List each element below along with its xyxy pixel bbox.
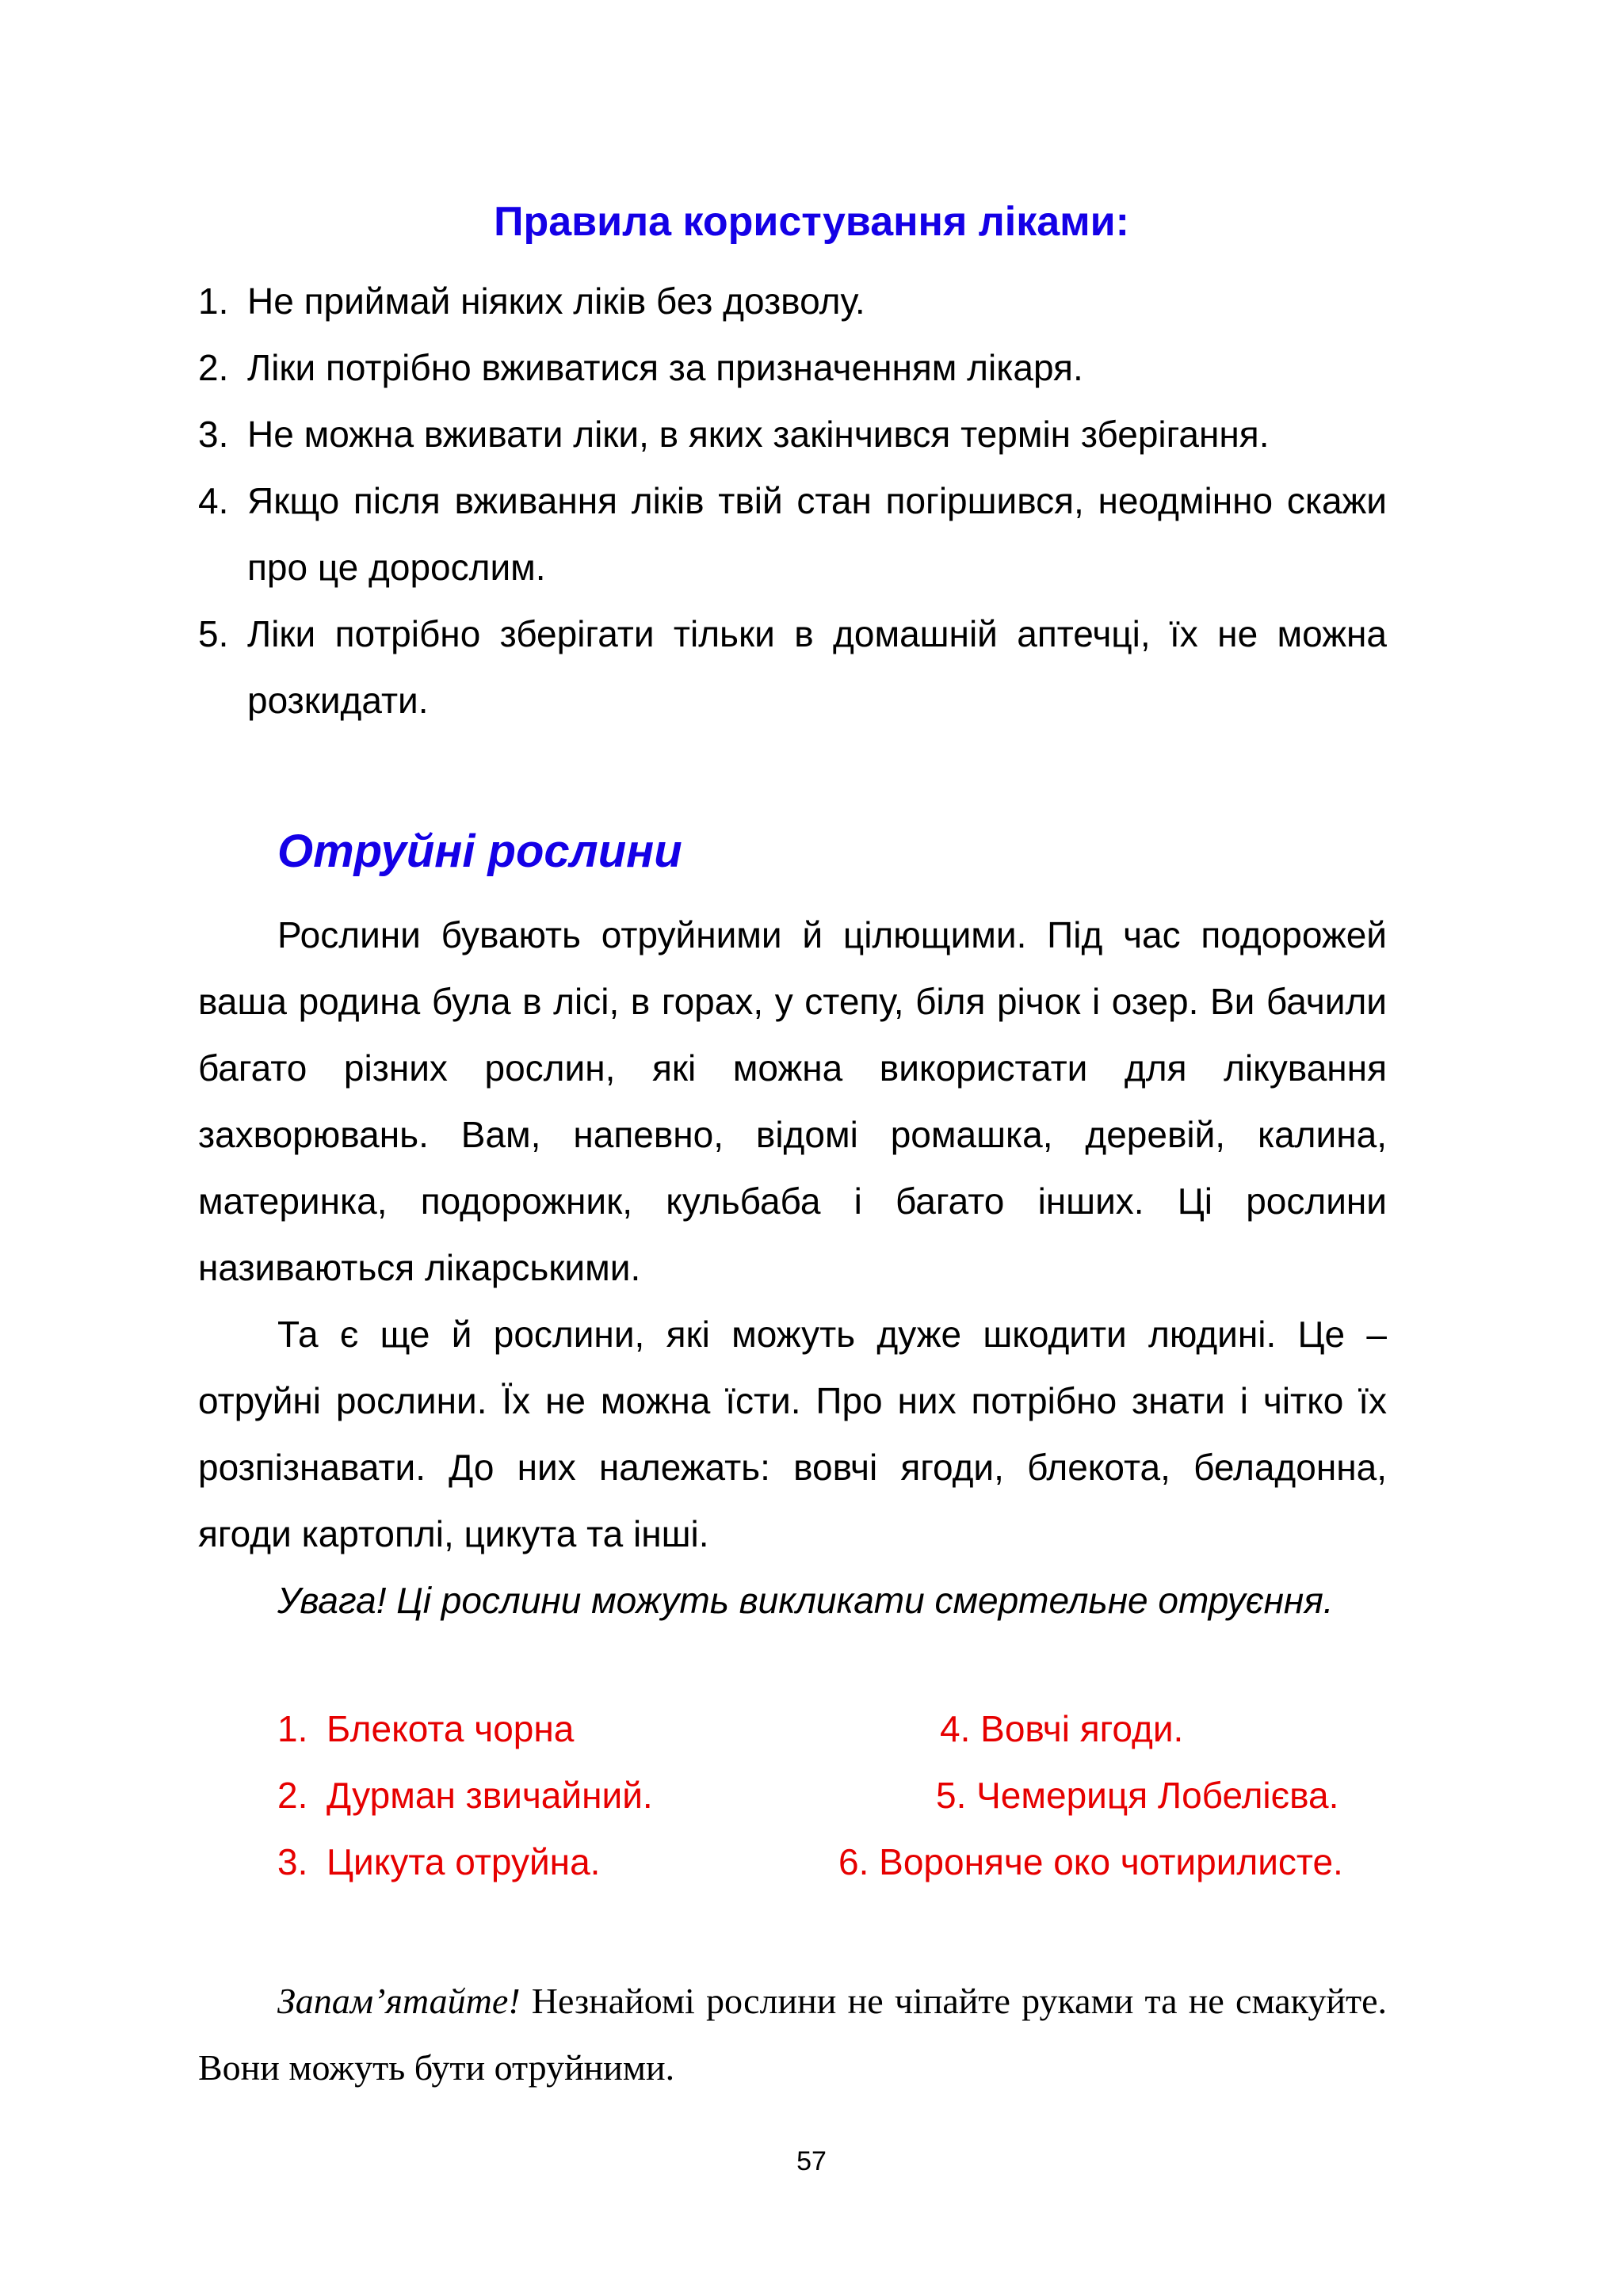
rule-text: Не можна вживати ліки, в яких закінчився термін зберігання.	[247, 414, 1270, 455]
section-body	[198, 902, 1387, 1634]
plant-number: 3.	[277, 1841, 308, 1882]
plant-name: Блекота чорна	[327, 1708, 575, 1749]
rule-item	[198, 268, 1387, 334]
plant-item	[277, 1695, 574, 1762]
rule-text: Ліки потрібно зберігати тільки в домашній аптечці, їх не можна розкидати.	[247, 613, 1387, 721]
rule-item	[198, 601, 1387, 734]
rules-list	[198, 268, 1387, 734]
plant-item: 4. Вовчі ягоди.	[940, 1708, 1184, 1749]
plant-name: Дурман звичайний.	[327, 1775, 653, 1816]
rule-text: Якщо після вживання ліків твій стан погіршився, неодмінно скажи про це дорослим.	[247, 480, 1387, 588]
plant-number: 1.	[277, 1708, 308, 1749]
poisonous-plants-list	[0, 1695, 1623, 1901]
rule-text: Ліки потрібно вживатися за призначенням лікаря.	[247, 347, 1083, 388]
plant-item: 5. Чемериця Лобелієва.	[936, 1775, 1339, 1816]
rule-number: 5.	[198, 613, 229, 654]
rule-number: 4.	[198, 480, 229, 521]
page-number: 57	[796, 2146, 827, 2176]
section-heading: Отруйні рослини	[277, 826, 682, 877]
paragraph-medicinal-plants: Рослини бувають отруйними й цілющими. Під час подорожей ваша родина була в лісі, в горах, у степу, біля річок і озер. Ви бачили багато різних рослин, які можна використати для лікування захворювань. Вам, напевно, відомі ромашка, деревій, калина, материнка, подорожник, кульбаба і багато інших. Ці рослини називаються лікарськими.	[198, 914, 1387, 1288]
paragraph-poisonous-plants: Та є ще й рослини, які можуть дуже шкодити людині. Це – отруйні рослини. Їх не можна їсти. Про них потрібно знати і чітко їх розпізнавати. До них належать: вовчі ягоди, блекота, беладонна, ягоди картоплі, цикута та інші.	[198, 1314, 1387, 1554]
rule-item	[198, 467, 1387, 601]
rule-item	[198, 334, 1387, 401]
plant-name: Цикута отруйна.	[327, 1841, 601, 1882]
rule-number: 2.	[198, 347, 229, 388]
rule-number: 3.	[198, 414, 229, 455]
remember-text: Незнайомі рослини не чіпайте руками та не смакуйте. Вони можуть бути отруйними.	[198, 1981, 1387, 2088]
rules-heading: Правила користування ліками:	[494, 199, 1129, 245]
plant-number: 2.	[277, 1775, 308, 1816]
remember-note	[198, 1968, 1387, 2101]
plant-item: 6. Вороняче око чотирилисте.	[838, 1841, 1343, 1882]
rule-number: 1.	[198, 280, 229, 322]
rule-item	[198, 401, 1387, 467]
plant-item	[277, 1762, 653, 1829]
plant-item	[277, 1829, 600, 1895]
remember-lead: Запам’ятайте!	[277, 1981, 521, 2021]
rule-text: Не приймай ніяких ліків без дозволу.	[247, 280, 865, 322]
warning-text: Увага! Ці рослини можуть викликати смертельне отруєння.	[277, 1580, 1334, 1621]
